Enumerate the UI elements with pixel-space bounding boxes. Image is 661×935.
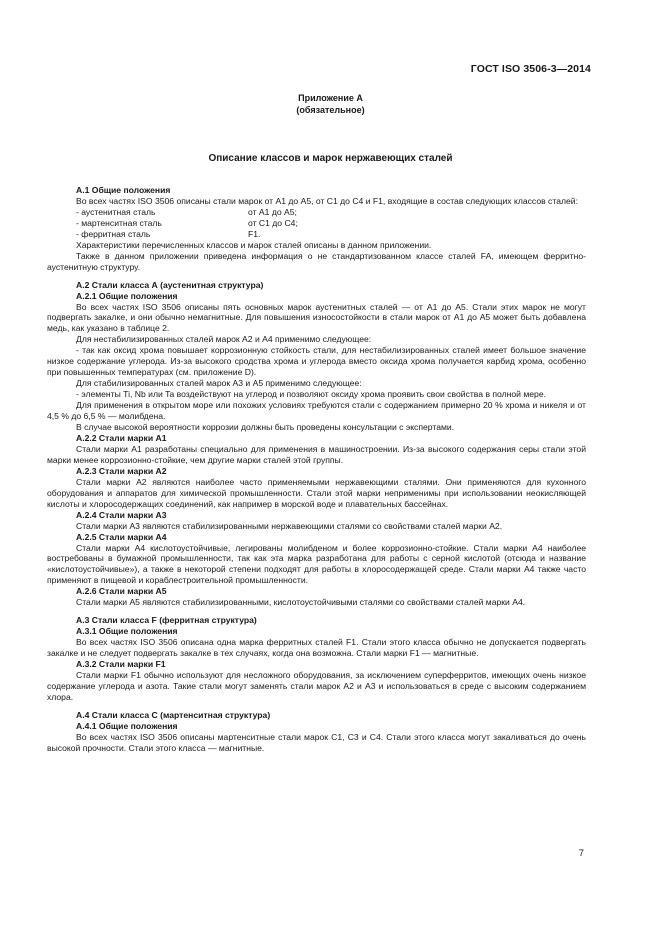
- section-a2-3-heading: А.2.3 Стали марки А2: [76, 465, 167, 476]
- section-a4-1-heading: А.4.1 Общие положения: [76, 720, 178, 731]
- section-a2-1-paragraph-7: В случае высокой вероятности коррозии должны быть проведены консультации с экспертами.: [76, 422, 455, 433]
- section-a2-2-heading: А.2.2 Стали марки А1: [76, 432, 167, 443]
- section-a2-6-paragraph: Стали марки А5 являются стабилизированными, кислотоустойчивыми сталями со свойствами сталей марки А4.: [76, 597, 526, 608]
- section-a4-1-paragraph: Во всех частях ISO 3506 описаны мартенситные стали марок С1, С3 и С4. Стали этого класса могут закаливаться до очень высокой прочности. Стали этого класса — магнитные.: [47, 731, 586, 753]
- list-item-range: от С1 до С4;: [248, 217, 298, 228]
- section-a1-paragraph-1: Во всех частях ISO 3506 описаны стали марок от А1 до А5, от С1 до С4 и F1, входящие в состав следующих классов сталей:: [76, 195, 578, 206]
- document-body: [47, 182, 586, 754]
- section-a2-1-paragraph-4: Для стабилизированных сталей марок А3 и А5 применимо следующее:: [76, 378, 362, 389]
- section-a2-4-paragraph: Стали марки А3 являются стабилизированными нержавеющими сталями со свойствами сталей марки А2.: [76, 520, 503, 531]
- list-item: [47, 218, 586, 229]
- section-a2-1-paragraph-3: - так как оксид хрома повышает коррозионную стойкость стали, для нестабилизированных сталей имеет большое значение низкое содержание углерода. Из-за высокого сродства хрома и углерода вместо оксида хрома получается карбид хрома, особенно при повышенных температурах (см. приложение D).: [47, 345, 586, 378]
- section-a2-1-paragraph-5: - элементы Ti, Nb или Ta воздействуют на углерод и позволяют оксиду хрома проявить свои свойства в полной мере.: [76, 389, 547, 400]
- section-a2-1-paragraph-6: Для применения в открытом море или похожих условиях требуются стали с содержанием примерно 20 % хрома и никеля и от 4,5 % до 6,5 % — молибдена.: [47, 400, 586, 422]
- list-item-name: - мартенситная сталь: [76, 217, 162, 228]
- section-a2-3-paragraph: Стали марки А2 являются наиболее часто применяемыми нержавеющими сталями. Они применяются для кухонного оборудования и аппаратов для химической промышленности. Стали этой марки неприменимы при использовании неокисляющей кислоты и хлоросодержащих соединений, как например в морской воде и плавательных бассейнах.: [47, 476, 586, 509]
- section-a1-heading: А.1 Общие положения: [76, 185, 171, 195]
- section-a3-2-paragraph: Стали марки F1 обычно используют для несложного оборудования, за исключением суперферритов, имеющих очень низкое содержание углерода и азота. Такие стали могут заменять стали марок А2 и А3 и использоваться в среде с высоким содержанием хлора.: [47, 669, 586, 702]
- section-a4-heading: А.4 Стали класса С (мартенситная структура): [76, 709, 271, 720]
- list-item: [47, 207, 586, 218]
- section-a2-1-paragraph-1: Во всех частях ISO 3506 описаны пять основных марок аустенитных сталей — от А1 до А5. Стали этих марок не могут подвергать закалке, и они обычно немагнитные. Для повышения износостойкости в стали марок от А1 до А5 может быть добавлена медь, как указано в таблице 2.: [47, 301, 586, 334]
- steel-class-list: [47, 207, 586, 240]
- annex-title: Приложение А: [298, 93, 363, 103]
- document-header-id: ГОСТ ISO 3506-3—2014: [470, 63, 591, 75]
- annex-subtitle: (обязательное): [296, 105, 365, 115]
- section-a2-1-heading: А.2.1 Общие положения: [76, 290, 178, 301]
- section-a3-1-heading: А.3.1 Общие положения: [76, 626, 178, 637]
- page-number: 7: [578, 848, 584, 859]
- list-item-name: - ферритная сталь: [76, 228, 151, 239]
- list-item: [47, 229, 586, 240]
- annex-heading: [0, 92, 661, 116]
- list-item-range: F1.: [248, 228, 261, 239]
- section-a2-6-heading: А.2.6 Стали марки А5: [76, 586, 167, 597]
- list-item-name: - аустенитная сталь: [76, 206, 156, 217]
- section-a1-paragraph-2: Характеристики перечисленных классов и марок сталей описаны в данном приложении.: [76, 239, 432, 250]
- section-a2-1-paragraph-2: Для нестабилизированных сталей марок А2 и А4 применимо следующее:: [76, 334, 372, 345]
- annex-main-title: Описание классов и марок нержавеющих сталей: [208, 153, 453, 164]
- section-a3-heading: А.3 Стали класса F (ферритная структура): [76, 615, 257, 626]
- section-a2-5-heading: А.2.5 Стали марки А4: [76, 531, 167, 542]
- section-a2-5-paragraph: Стали марки А4 кислотоустойчивые, легированы молибденом и более коррозионно-стойкие. Стали марки А4 наиболее востребованы в бумажной промышленности, так как эта марка разработана для работы с серной кислотой (отсюда и название «кислотоустойчивые»), а также в некоторой степени подходят для работы в хлоросодержащей среде. Стали марки А4 также часто применяют в пищевой и кораблестроительной промышленности.: [47, 542, 586, 586]
- section-a1-paragraph-3: Также в данном приложении приведена информация о не стандартизованном классе сталей FA, имеющем ферритно-аустенитную структуру.: [47, 250, 586, 272]
- list-item-range: от А1 до А5;: [248, 206, 297, 217]
- section-a3-1-paragraph: Во всех частях ISO 3506 описана одна марка ферритных сталей F1. Стали этого класса обычно не допускается подвергать закалке и не следует подвергать закалке в тех случаях, когда она возможна. Стали марки F1 — магнитные.: [47, 637, 586, 659]
- section-a2-4-heading: А.2.4 Стали марки А3: [76, 509, 167, 520]
- section-a2-2-paragraph: Стали марки А1 разработаны специально для применения в машиностроении. Из-за высокого содержания серы стали этой марки менее коррозионно-стойкие, чем другие марки сталей этой группы.: [47, 443, 586, 465]
- section-a3-2-heading: А.3.2 Стали марки F1: [76, 659, 166, 670]
- section-a2-heading: А.2 Стали класса А (аустенитная структура): [76, 279, 264, 290]
